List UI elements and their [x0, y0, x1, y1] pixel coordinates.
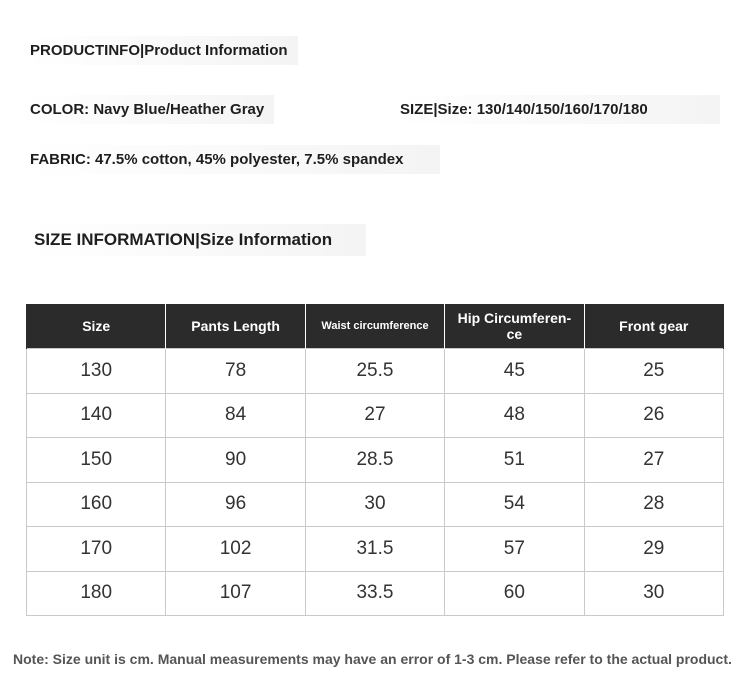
cell-front-gear: 28	[584, 482, 723, 527]
table-row	[27, 527, 724, 572]
table-row	[27, 349, 724, 394]
cell-waist: 27	[305, 393, 444, 438]
cell-front-gear: 29	[584, 527, 723, 572]
color-line: COLOR: Navy Blue/Heather Gray	[26, 95, 274, 124]
size-note: Note: Size unit is cm. Manual measurements may have an error of 1-3 cm. Please refer to the actual product.	[13, 651, 732, 667]
cell-pants-length: 90	[166, 438, 305, 483]
table-row	[27, 571, 724, 616]
cell-waist: 31.5	[305, 527, 444, 572]
size-table	[26, 304, 724, 616]
cell-waist: 28.5	[305, 438, 444, 483]
cell-hip: 51	[445, 438, 584, 483]
cell-waist: 25.5	[305, 349, 444, 394]
cell-hip: 60	[445, 571, 584, 616]
cell-size: 180	[27, 571, 166, 616]
cell-size: 150	[27, 438, 166, 483]
cell-size: 130	[27, 349, 166, 394]
column-header-pants-length: Pants Length	[166, 304, 305, 349]
cell-hip: 45	[445, 349, 584, 394]
table-row	[27, 482, 724, 527]
cell-size: 170	[27, 527, 166, 572]
product-info-heading: PRODUCTINFO|Product Information	[26, 36, 298, 65]
cell-pants-length: 78	[166, 349, 305, 394]
column-header-hip: Hip Circumferen-ce	[445, 304, 584, 349]
table-row	[27, 393, 724, 438]
cell-front-gear: 26	[584, 393, 723, 438]
cell-front-gear: 27	[584, 438, 723, 483]
column-header-size: Size	[27, 304, 166, 349]
cell-size: 160	[27, 482, 166, 527]
cell-waist: 33.5	[305, 571, 444, 616]
cell-hip: 48	[445, 393, 584, 438]
cell-front-gear: 30	[584, 571, 723, 616]
cell-pants-length: 107	[166, 571, 305, 616]
size-information-heading: SIZE INFORMATION|Size Information	[30, 224, 366, 256]
size-line: SIZE|Size: 130/140/150/160/170/180	[396, 95, 720, 124]
cell-front-gear: 25	[584, 349, 723, 394]
cell-pants-length: 102	[166, 527, 305, 572]
column-header-waist: Waist circumference	[305, 304, 444, 349]
cell-pants-length: 96	[166, 482, 305, 527]
table-header-row	[27, 304, 724, 349]
cell-hip: 57	[445, 527, 584, 572]
column-header-front-gear: Front gear	[584, 304, 723, 349]
cell-hip: 54	[445, 482, 584, 527]
cell-waist: 30	[305, 482, 444, 527]
cell-pants-length: 84	[166, 393, 305, 438]
cell-size: 140	[27, 393, 166, 438]
table-row	[27, 438, 724, 483]
fabric-line: FABRIC: 47.5% cotton, 45% polyester, 7.5% spandex	[26, 145, 440, 174]
